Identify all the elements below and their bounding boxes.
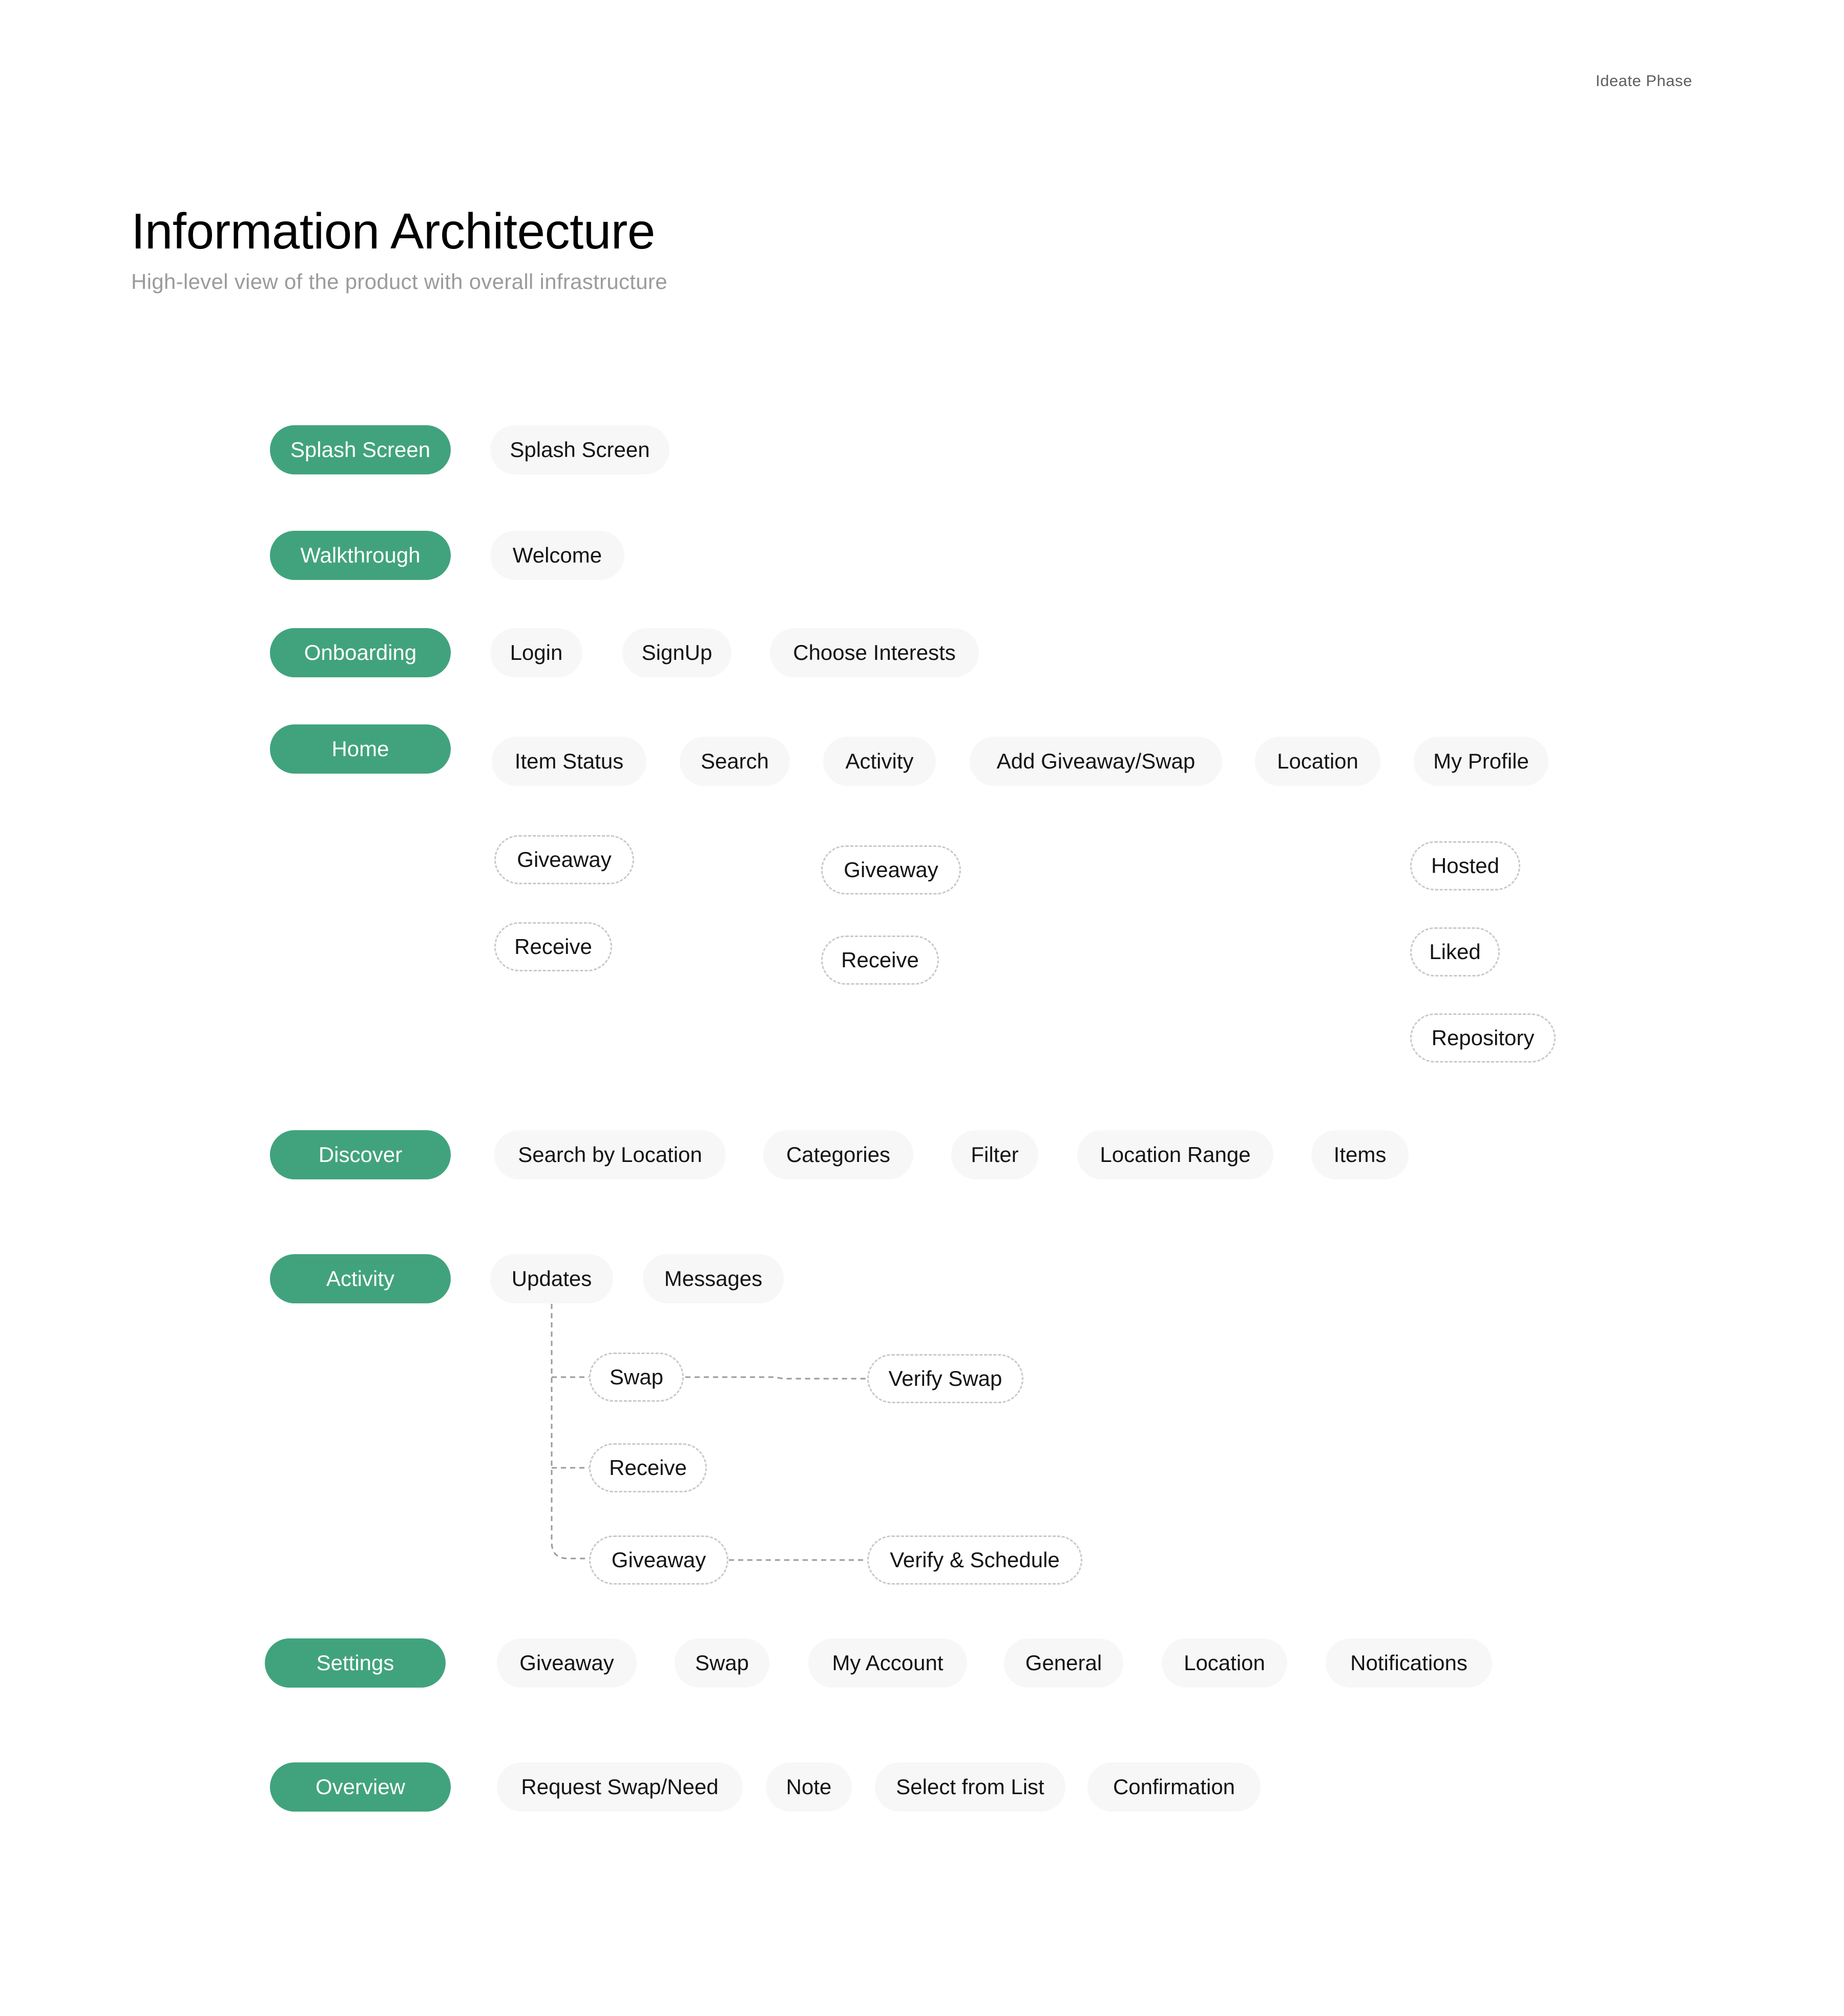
request-swap-need-item[interactable]: Request Swap/Need bbox=[497, 1762, 743, 1812]
section-activity[interactable]: Activity bbox=[270, 1254, 451, 1303]
section-overview[interactable]: Overview bbox=[270, 1762, 451, 1812]
settings-giveaway-item[interactable]: Giveaway bbox=[497, 1638, 637, 1688]
notifications-item[interactable]: Notifications bbox=[1326, 1638, 1492, 1688]
login-item[interactable]: Login bbox=[490, 628, 582, 677]
item-status-item[interactable]: Item Status bbox=[492, 737, 646, 786]
settings-swap-item[interactable]: Swap bbox=[675, 1638, 769, 1688]
verify-swap-subitem[interactable]: Verify Swap bbox=[867, 1354, 1023, 1403]
verify-schedule-subitem[interactable]: Verify & Schedule bbox=[867, 1535, 1082, 1585]
choose-interests-item[interactable]: Choose Interests bbox=[770, 628, 979, 677]
liked-subitem[interactable]: Liked bbox=[1410, 927, 1500, 976]
activity-giveaway-subitem[interactable]: Giveaway bbox=[821, 845, 961, 895]
my-account-item[interactable]: My Account bbox=[808, 1638, 967, 1688]
section-settings[interactable]: Settings bbox=[265, 1638, 446, 1688]
updates-trunk-line bbox=[552, 1304, 589, 1558]
add-giveaway-swap-item[interactable]: Add Giveaway/Swap bbox=[970, 737, 1222, 786]
general-item[interactable]: General bbox=[1004, 1638, 1123, 1688]
updates-swap-subitem[interactable]: Swap bbox=[589, 1353, 684, 1402]
location-range-item[interactable]: Location Range bbox=[1077, 1130, 1273, 1179]
search-by-location-item[interactable]: Search by Location bbox=[494, 1130, 726, 1179]
phase-label: Ideate Phase bbox=[1596, 72, 1692, 90]
settings-location-item[interactable]: Location bbox=[1162, 1638, 1287, 1688]
connector-swap-verify-swap bbox=[685, 1377, 867, 1379]
signup-item[interactable]: SignUp bbox=[622, 628, 731, 677]
section-home[interactable]: Home bbox=[270, 724, 451, 774]
page-subtitle: High-level view of the product with overall infrastructure bbox=[131, 269, 667, 294]
note-item[interactable]: Note bbox=[766, 1762, 852, 1812]
updates-item[interactable]: Updates bbox=[490, 1254, 613, 1303]
section-discover[interactable]: Discover bbox=[270, 1130, 451, 1179]
section-onboarding[interactable]: Onboarding bbox=[270, 628, 451, 677]
splash-screen-item[interactable]: Splash Screen bbox=[490, 425, 669, 474]
filter-item[interactable]: Filter bbox=[951, 1130, 1038, 1179]
item-status-receive-subitem[interactable]: Receive bbox=[494, 922, 612, 971]
search-item[interactable]: Search bbox=[680, 737, 790, 786]
section-walkthrough[interactable]: Walkthrough bbox=[270, 531, 451, 580]
items-item[interactable]: Items bbox=[1311, 1130, 1409, 1179]
confirmation-item[interactable]: Confirmation bbox=[1087, 1762, 1261, 1812]
repository-subitem[interactable]: Repository bbox=[1410, 1013, 1556, 1063]
categories-item[interactable]: Categories bbox=[763, 1130, 913, 1179]
my-profile-item[interactable]: My Profile bbox=[1414, 737, 1548, 786]
location-item[interactable]: Location bbox=[1255, 737, 1380, 786]
activity-receive-subitem[interactable]: Receive bbox=[821, 936, 939, 985]
select-from-list-item[interactable]: Select from List bbox=[875, 1762, 1065, 1812]
hosted-subitem[interactable]: Hosted bbox=[1410, 841, 1520, 890]
page-title: Information Architecture bbox=[131, 203, 655, 259]
welcome-item[interactable]: Welcome bbox=[490, 531, 624, 580]
messages-item[interactable]: Messages bbox=[643, 1254, 784, 1303]
activity-item[interactable]: Activity bbox=[823, 737, 936, 786]
updates-receive-subitem[interactable]: Receive bbox=[589, 1443, 707, 1492]
updates-giveaway-subitem[interactable]: Giveaway bbox=[589, 1535, 728, 1585]
item-status-giveaway-subitem[interactable]: Giveaway bbox=[494, 835, 634, 884]
section-splash-screen[interactable]: Splash Screen bbox=[270, 425, 451, 474]
